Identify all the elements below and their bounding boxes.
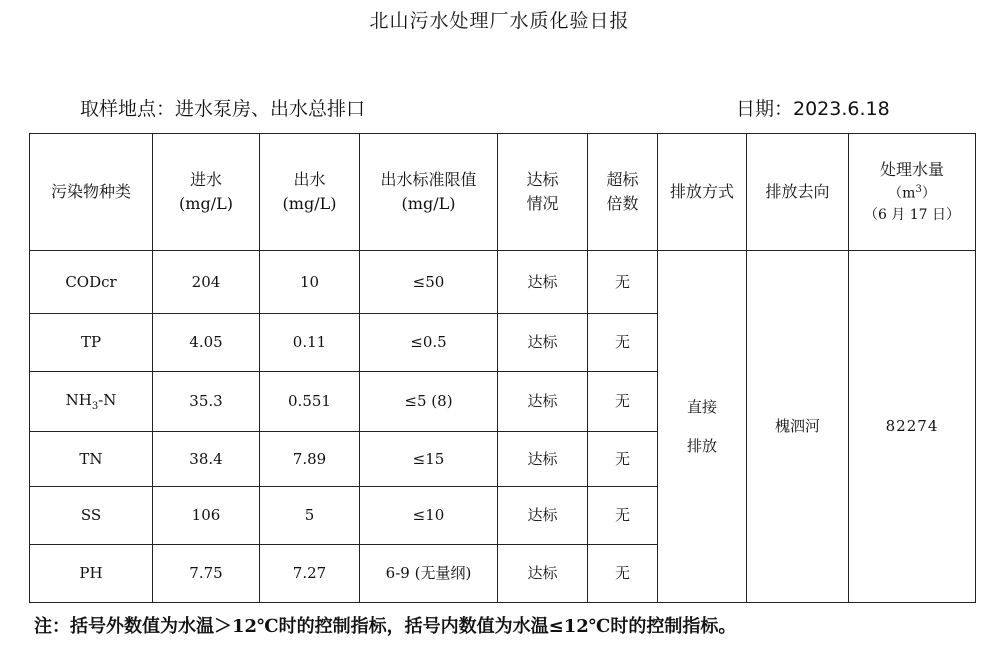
exceed-cell: 无 bbox=[588, 545, 658, 603]
effluent-cell: 10 bbox=[260, 251, 360, 314]
header-discharge-method bbox=[658, 134, 747, 251]
limit-cell: ≤10 bbox=[360, 487, 498, 545]
discharge-method-cell bbox=[658, 251, 747, 603]
pollutant-end: -N bbox=[98, 391, 117, 409]
header-limit-unit: (mg/L) bbox=[401, 194, 456, 213]
water-quality-table bbox=[29, 133, 976, 603]
influent-cell: 4.05 bbox=[153, 314, 260, 372]
header-effluent bbox=[260, 134, 360, 251]
exceed-cell: 无 bbox=[588, 372, 658, 432]
header-discharge-dest: 排放去向 bbox=[747, 134, 849, 251]
effluent-cell: 5 bbox=[260, 487, 360, 545]
discharge-dest-cell: 槐泗河 bbox=[747, 251, 849, 603]
limit-cell: ≤5 (8) bbox=[360, 372, 498, 432]
table-row bbox=[30, 251, 976, 314]
header-limit-label: 出水标准限值 bbox=[380, 170, 477, 189]
limit-cell: 6-9 (无量纲) bbox=[360, 545, 498, 603]
exceed-cell: 无 bbox=[588, 314, 658, 372]
header-effluent-unit: (mg/L) bbox=[282, 194, 337, 213]
compliance-cell: 达标 bbox=[498, 545, 588, 603]
volume-unit-base: （m bbox=[888, 185, 916, 202]
limit-cell: ≤15 bbox=[360, 432, 498, 487]
exceed-cell: 无 bbox=[588, 432, 658, 487]
compliance-cell: 达标 bbox=[498, 372, 588, 432]
pollutant-cell: PH bbox=[30, 545, 153, 603]
exceed-cell: 无 bbox=[588, 487, 658, 545]
header-influent bbox=[153, 134, 260, 251]
compliance-cell: 达标 bbox=[498, 487, 588, 545]
pollutant-cell bbox=[30, 372, 153, 432]
pollutant-sub: 3 bbox=[91, 401, 99, 412]
pollutant-cell: TP bbox=[30, 314, 153, 372]
header-exceed bbox=[588, 134, 658, 251]
header-influent-label: 进水 bbox=[189, 170, 222, 189]
header-compliance bbox=[498, 134, 588, 251]
pollutant-cell: CODcr bbox=[30, 251, 153, 314]
limit-cell: ≤0.5 bbox=[360, 314, 498, 372]
pollutant-base: NH bbox=[65, 391, 92, 409]
effluent-cell: 7.27 bbox=[260, 545, 360, 603]
header-effluent-label: 出水 bbox=[293, 170, 326, 189]
pollutant-cell: TN bbox=[30, 432, 153, 487]
header-limit bbox=[360, 134, 498, 251]
header-volume-date: （6 月 17 日） bbox=[863, 206, 961, 223]
header-pollutant: 污染物种类 bbox=[30, 134, 153, 251]
volume-cell: 82274 bbox=[849, 251, 976, 603]
compliance-cell: 达标 bbox=[498, 432, 588, 487]
exceed-cell: 无 bbox=[588, 251, 658, 314]
effluent-cell: 7.89 bbox=[260, 432, 360, 487]
influent-cell: 38.4 bbox=[153, 432, 260, 487]
compliance-cell: 达标 bbox=[498, 251, 588, 314]
volume-unit-sup: 3 bbox=[915, 184, 922, 196]
footnote: 注：括号外数值为水温＞12℃时的控制指标，括号内数值为水温≤12℃时的控制指标。 bbox=[34, 616, 737, 637]
header-compliance-label: 达标情况 bbox=[526, 170, 559, 213]
header-discharge-method-label: 排放方式 bbox=[670, 182, 735, 201]
pollutant-cell: SS bbox=[30, 487, 153, 545]
header-exceed-label: 超标倍数 bbox=[606, 170, 639, 213]
effluent-cell: 0.11 bbox=[260, 314, 360, 372]
discharge-method-value: 直接排放 bbox=[686, 397, 717, 455]
volume-unit-end: ） bbox=[921, 185, 936, 202]
header-volume-label: 处理水量 bbox=[879, 160, 944, 180]
influent-cell: 106 bbox=[153, 487, 260, 545]
header-volume bbox=[849, 134, 976, 251]
report-date: 日期：2023.6.18 bbox=[736, 98, 890, 120]
header-influent-unit: (mg/L) bbox=[179, 194, 233, 213]
header-row bbox=[30, 134, 976, 251]
header-volume-unit bbox=[849, 182, 975, 205]
influent-cell: 7.75 bbox=[153, 545, 260, 603]
compliance-cell: 达标 bbox=[498, 314, 588, 372]
sampling-location: 取样地点：进水泵房、出水总排口 bbox=[80, 98, 366, 120]
limit-cell: ≤50 bbox=[360, 251, 498, 314]
report-title: 北山污水处理厂水质化验日报 bbox=[369, 10, 630, 32]
influent-cell: 35.3 bbox=[153, 372, 260, 432]
effluent-cell: 0.551 bbox=[260, 372, 360, 432]
influent-cell: 204 bbox=[153, 251, 260, 314]
